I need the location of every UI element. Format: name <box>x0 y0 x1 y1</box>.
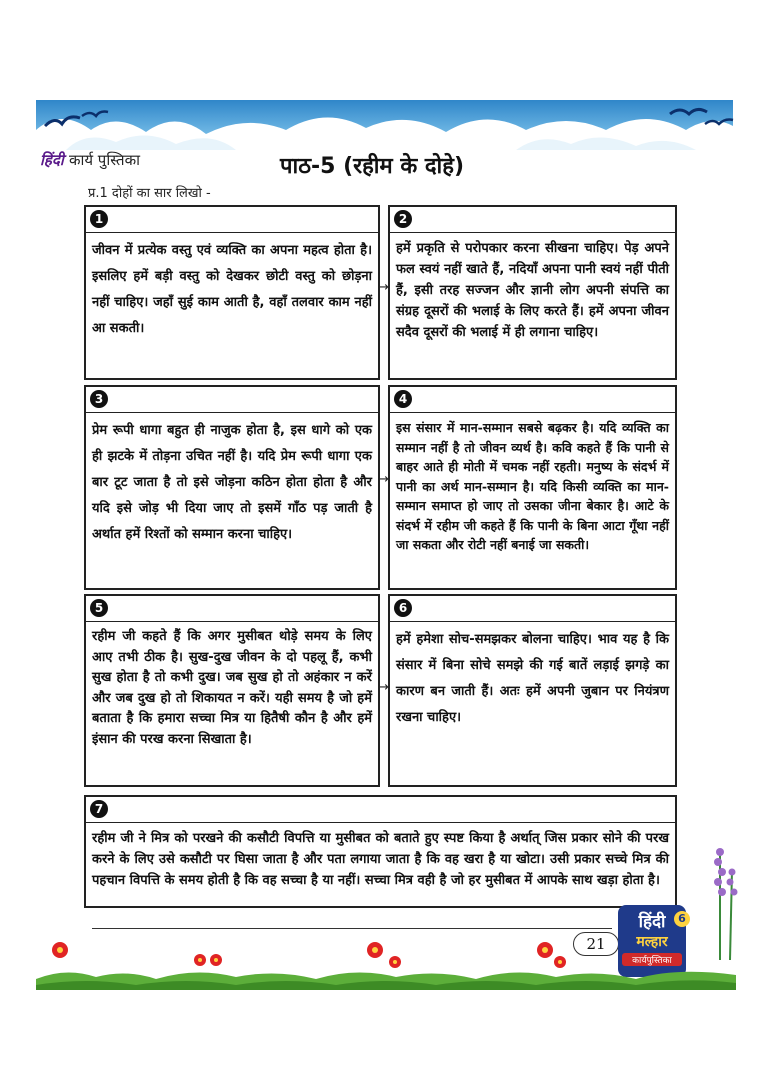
answer-box-4 <box>388 385 677 590</box>
question-prompt: प्र.1 दोहों का सार लिखो - <box>88 186 211 201</box>
box-text: रहीम जी कहते हैं कि अगर मुसीबत थोड़े समय के लिए आए तभी ठीक है। सुख-दुख जीवन के दो पहलू हैं, कभी सुख होता है तो कभी दुख। जब सुख हो तो अहंकार न करें और जब दुख हो तो शिकायत न करें। यही समय है जो हमें बताता है कि हमारा सच्चा मित्र या हितैषी कौन है और हमें इंसान की परख करना सिखाता है। <box>92 629 372 747</box>
box-number: 6 <box>394 599 412 617</box>
divider <box>86 412 378 413</box>
workbook-brand <box>40 150 140 170</box>
answer-box-3 <box>84 385 380 590</box>
divider <box>390 621 675 622</box>
box-number: 7 <box>90 800 108 818</box>
birds-right-icon <box>665 104 735 134</box>
logo-hindi: हिंदी <box>638 912 666 932</box>
footer-rule <box>92 928 612 929</box>
divider <box>86 621 378 622</box>
divider <box>86 232 378 233</box>
arrow-right-icon: → <box>378 680 389 695</box>
box-text: प्रेम रूपी धागा बहुत ही नाजुक होता है, इस धागे को एक ही झटके में तोड़ना उचित नहीं है। यदि प्रेम रूपी धागा एक बार टूट जाता है तो इसे जोड़ना कठिन होता होता है और यदि इसे जोड़ भी दिया जाए तो इसमें गाँठ पड़ जाती है अर्थात हमें रिश्तों को सम्मान करना चाहिए। <box>92 423 372 542</box>
box-text: रहीम जी ने मित्र को परखने की कसौटी विपत्ति या मुसीबत को बताते हुए स्पष्ट किया है अर्थात् जिस प्रकार सोने की परख करने के लिए उसे कसौटी पर घिसा जाता है और पता लगाया जाता है कि वह खरा है या खोटा। उसी प्रकार सच्चे मित्र की पहचान विपत्ति के समय होती है कि वह सच्चा है या नहीं। सच्चा मित्र वही है जो हर मुसीबत में आपके साथ खड़ा होता है। <box>92 831 669 888</box>
answer-box-2 <box>388 205 677 380</box>
brand-hindi: हिंदी <box>40 151 64 169</box>
answer-box-7 <box>84 795 677 908</box>
box-number: 3 <box>90 390 108 408</box>
logo-workbook: कार्यपुस्तिका <box>622 953 682 966</box>
box-number: 5 <box>90 599 108 617</box>
box-number: 1 <box>90 210 108 228</box>
divider <box>390 412 675 413</box>
page-number: 21 <box>573 932 619 956</box>
arrow-right-icon: → <box>378 280 389 295</box>
logo-malhar: मल्हार <box>636 934 668 950</box>
birds-left-icon <box>40 108 110 138</box>
box-number: 4 <box>394 390 412 408</box>
answer-box-1 <box>84 205 380 380</box>
answer-box-6 <box>388 594 677 787</box>
box-number: 2 <box>394 210 412 228</box>
lavender-flower-icon <box>700 840 740 960</box>
box-text: हमें प्रकृति से परोपकार करना सीखना चाहिए। पेड़ अपने फल स्वयं नहीं खाते हैं, नदियाँ अपना पानी स्वयं नहीं पीती हैं, इसी तरह सज्जन और ज्ञानी लोग अपनी संपत्ति का संग्रह दूसरों की भलाई के लिए करते हैं। हमें अपना जीवन सदैव दूसरों की भलाई में ही लगाना चाहिए। <box>396 241 669 340</box>
page-title: पाठ-5 (रहीम के दोहे) <box>280 154 464 179</box>
brand-label: कार्य पुस्तिका <box>68 151 141 169</box>
sky-cloud-banner <box>36 100 733 150</box>
arrow-right-icon: → <box>378 472 389 487</box>
box-text: इस संसार में मान-सम्मान सबसे बढ़कर है। यदि व्यक्ति का सम्मान नहीं है तो जीवन व्यर्थ है। कवि कहते हैं कि पानी से बाहर आते ही मोती में चमक नहीं रहती। मनुष्य के संदर्भ में पानी का अर्थ मान-सम्मान है। यदि किसी व्यक्ति का मान-सम्मान समाप्त हो जाए तो उसका जीना बेकार है। आटे के संदर्भ में रहीम जी कहते हैं कि पानी के बिना आटा गूँथा नहीं जा सकता और रोटी नहीं बनाई जा सकती। <box>396 420 669 552</box>
box-text: हमें हमेशा सोच-समझकर बोलना चाहिए। भाव यह है कि संसार में बिना सोचे समझे की गई बातें लड़ाई झगड़े का कारण बन जाती हैं। अतः हमें अपनी जुबान पर नियंत्रण रखना चाहिए। <box>396 632 669 725</box>
divider <box>86 822 675 823</box>
answer-box-5 <box>84 594 380 787</box>
red-flowers-icon <box>40 938 600 973</box>
box-text: जीवन में प्रत्येक वस्तु एवं व्यक्ति का अपना महत्व होता है। इसलिए हमें बड़ी वस्तु को देखकर छोटी वस्तु को छोड़ना नहीं चाहिए। जहाँ सुई काम आती है, वहाँ तलवार काम नहीं आ सकती। <box>92 243 372 336</box>
divider <box>390 232 675 233</box>
logo-grade-badge: 6 <box>674 911 690 927</box>
